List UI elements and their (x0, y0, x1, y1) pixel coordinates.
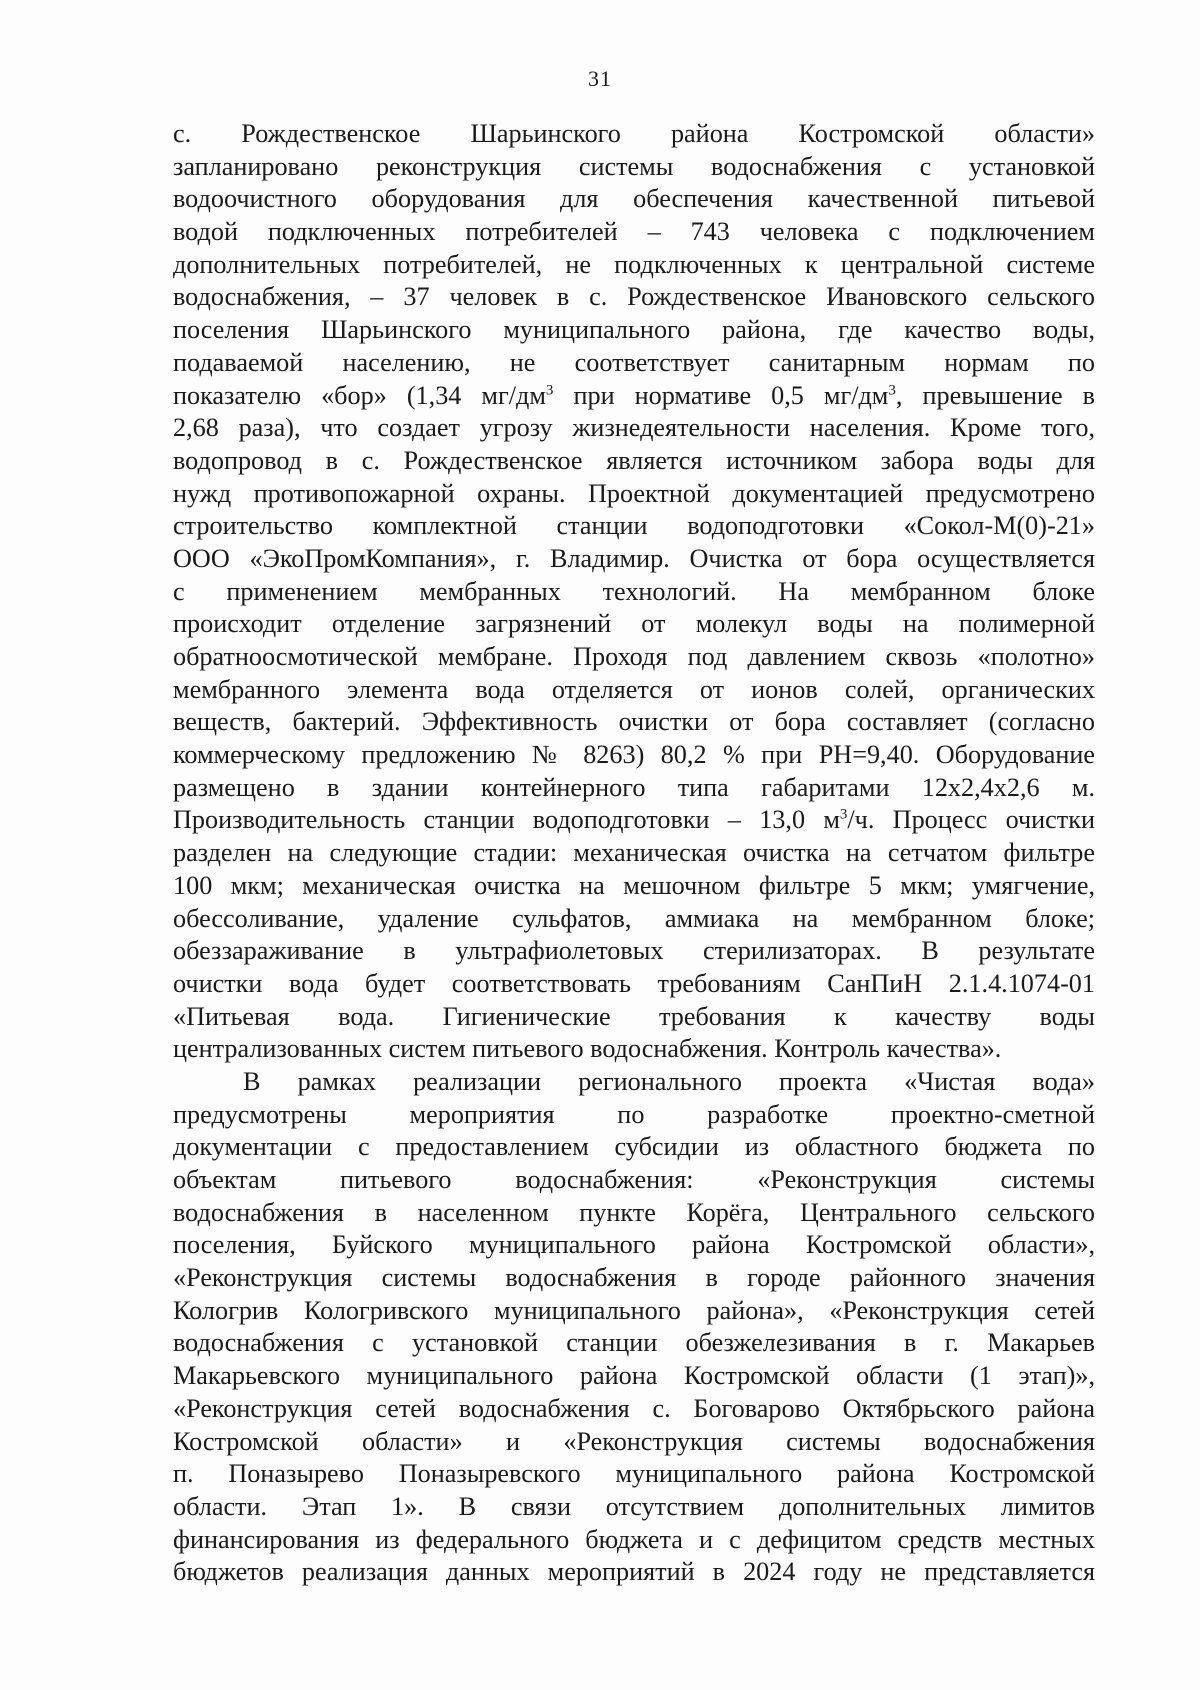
text-line (173, 216, 1095, 249)
text-line (173, 772, 1095, 805)
text-segment: Производительность станции водоподготовки – 13,0 м (173, 805, 840, 835)
text-segment: разделен на следующие стадии: механическая очистка на сетчатом фильтре (173, 838, 1095, 868)
text-segment: Костромской области» и «Реконструкция системы водоснабжения (173, 1426, 1095, 1456)
text-line (173, 281, 1095, 314)
text-segment: водоснабжения, – 37 человек в с. Рождественское Ивановского сельского (173, 282, 1095, 312)
text-line (173, 510, 1095, 543)
text-segment: коммерческому предложению № 8263) 80,2 % при РН=9,40. Оборудование (173, 740, 1095, 770)
text-segment: Макарьевского муниципального района Костромской области (1 этап)», (173, 1361, 1095, 1391)
text-segment: , превышение в (895, 380, 1096, 410)
text-segment: бюджетов реализация данных мероприятий в 2024 году не представляется (173, 1557, 1095, 1587)
text-line (173, 1066, 1095, 1099)
text-segment: очистки вода будет соответствовать требованиям СанПиН 2.1.4.1074-01 (173, 968, 1095, 998)
text-segment: обеззараживание в ультрафиолетовых стерилизаторах. В результате (173, 936, 1095, 966)
body-text (173, 118, 1095, 1589)
superscript: 3 (888, 381, 896, 398)
text-segment: области. Этап 1». В связи отсутствием дополнительных лимитов (173, 1491, 1095, 1521)
text-line (173, 1033, 1095, 1066)
text-line (173, 837, 1095, 870)
text-line (173, 1131, 1095, 1164)
text-line (173, 1556, 1095, 1589)
text-segment: водоочистного оборудования для обеспечения качественной питьевой (173, 184, 1095, 214)
text-segment: «Питьевая вода. Гигиенические требования к качеству воды (173, 1001, 1095, 1031)
text-line (173, 1099, 1095, 1132)
text-line (173, 1164, 1095, 1197)
text-line (173, 151, 1095, 184)
text-segment: водопровод в с. Рождественское является источником забора воды для (173, 445, 1095, 475)
text-line (173, 1197, 1095, 1230)
text-line (173, 347, 1095, 380)
text-segment: «Реконструкция сетей водоснабжения с. Боговарово Октябрьского района (173, 1393, 1095, 1423)
text-line (173, 445, 1095, 478)
text-segment: В рамках реализации регионального проекта «Чистая вода» (243, 1066, 1095, 1096)
text-line (173, 1393, 1095, 1426)
text-segment: централизованных систем питьевого водоснабжения. Контроль качества». (173, 1034, 1002, 1064)
text-segment: водоснабжения с установкой станции обезжелезивания в г. Макарьев (173, 1328, 1095, 1358)
text-segment: 2,68 раза), что создает угрозу жизнедеятельности населения. Кроме того, (173, 413, 1095, 443)
text-line (173, 1001, 1095, 1034)
text-line (173, 1327, 1095, 1360)
text-line (173, 1360, 1095, 1393)
text-segment: предусмотрены мероприятия по разработке проектно-сметной (173, 1099, 1095, 1129)
text-segment: /ч. Процесс очистки (847, 805, 1095, 835)
text-segment: с применением мембранных технологий. На мембранном блоке (173, 576, 1095, 606)
text-line (173, 674, 1095, 707)
text-line (173, 543, 1095, 576)
text-line (173, 249, 1095, 282)
text-line (173, 641, 1095, 674)
text-line (173, 118, 1095, 151)
page-number: 31 (588, 66, 612, 91)
superscript: 3 (839, 806, 848, 823)
text-segment: показателю «бор» (1,34 мг/дм (173, 380, 546, 410)
text-line (173, 608, 1095, 641)
text-line (173, 706, 1095, 739)
text-segment: 100 мкм; механическая очистка на мешочном фильтре 5 мкм; умягчение, (173, 870, 1095, 900)
text-line (173, 576, 1095, 609)
text-line (173, 412, 1095, 445)
text-segment: запланировано реконструкция системы водоснабжения с установкой (173, 151, 1095, 181)
text-segment: поселения, Буйского муниципального района Костромской области», (173, 1230, 1095, 1260)
text-segment: с. Рождественское Шарьинского района Костромской области» (173, 119, 1095, 148)
text-segment: водой подключенных потребителей – 743 человека с подключением (173, 217, 1095, 247)
text-segment: веществ, бактерий. Эффективность очистки от бора составляет (согласно (173, 707, 1095, 737)
text-line (173, 1295, 1095, 1328)
text-segment: происходит отделение загрязнений от молекул воды на полимерной (173, 609, 1095, 639)
text-segment: ООО «ЭкоПромКомпания», г. Владимир. Очистка от бора осуществляется (173, 543, 1095, 573)
text-segment: размещено в здании контейнерного типа габаритами 12х2,4х2,6 м. (173, 772, 1095, 802)
text-line (173, 1458, 1095, 1491)
text-segment: «Реконструкция системы водоснабжения в городе районного значения (173, 1263, 1095, 1293)
text-line (173, 1229, 1095, 1262)
text-line (173, 870, 1095, 903)
text-line (173, 903, 1095, 936)
text-segment: водоснабжения в населенном пункте Корёга, Центрального сельского (173, 1197, 1095, 1227)
text-segment: дополнительных потребителей, не подключенных к центральной системе (173, 249, 1095, 279)
text-segment: Кологрив Кологривского муниципального района», «Реконструкция сетей (173, 1295, 1095, 1325)
text-line (173, 478, 1095, 511)
text-segment: поселения Шарьинского муниципального района, где качество воды, (173, 315, 1095, 345)
text-segment: мембранного элемента вода отделяется от ионов солей, органических (173, 674, 1095, 704)
text-segment: документации с предоставлением субсидии из областного бюджета по (173, 1132, 1095, 1162)
text-segment: строительство комплектной станции водоподготовки «Сокол-М(0)-21» (173, 511, 1095, 541)
text-segment: обратноосмотической мембране. Проходя под давлением сквозь «полотно» (173, 642, 1095, 671)
text-line (173, 1426, 1095, 1459)
text-segment: нужд противопожарной охраны. Проектной документацией предусмотрено (173, 478, 1095, 508)
text-segment: финансирования из федерального бюджета и с дефицитом средств местных (173, 1524, 1095, 1554)
text-line (173, 1262, 1095, 1295)
text-line (173, 804, 1095, 837)
text-segment: подаваемой населению, не соответствует санитарным нормам по (173, 347, 1095, 377)
text-line (173, 1524, 1095, 1557)
text-line (173, 1491, 1095, 1524)
text-segment: п. Поназырево Поназыревского муниципального района Костромской (173, 1459, 1095, 1489)
text-line (173, 380, 1095, 413)
text-segment: при нормативе 0,5 мг/дм (553, 380, 889, 410)
superscript: 3 (545, 381, 554, 398)
text-segment: объектам питьевого водоснабжения: «Реконструкция системы (173, 1165, 1095, 1194)
text-line (173, 935, 1095, 968)
text-segment: обессоливание, удаление сульфатов, аммиака на мембранном блоке; (173, 903, 1095, 933)
text-line (173, 314, 1095, 347)
text-line (173, 183, 1095, 216)
text-line (173, 739, 1095, 772)
text-line (173, 968, 1095, 1001)
